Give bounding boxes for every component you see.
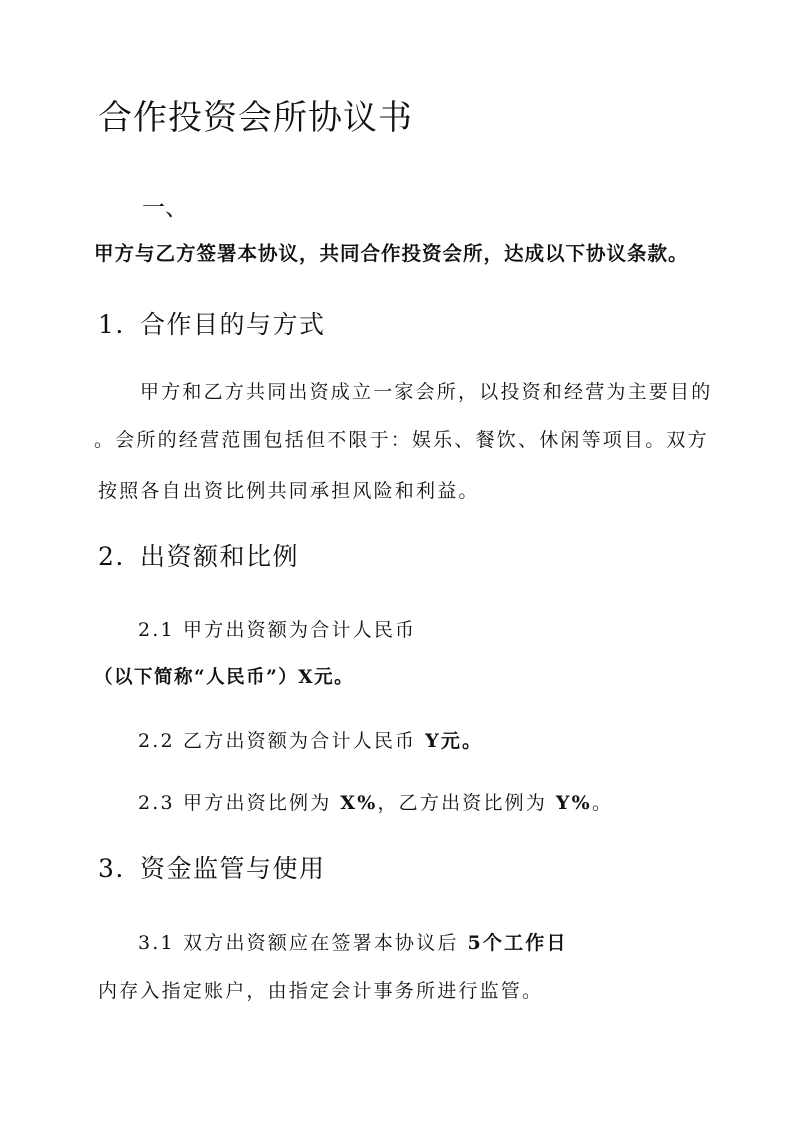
section-heading-2: [98, 544, 299, 569]
intro-paragraph: 甲方与乙方签署本协议，共同合作投资会所，达成以下协议条款。: [94, 242, 689, 265]
section-number: 1.: [98, 310, 125, 339]
section-1-line-2: 。会所的经营范围包括但不限于：娱乐、餐饮、休闲等项目。双方: [94, 429, 709, 451]
section-heading-text: 资金监管与使用: [140, 854, 326, 883]
section-marker: 一、: [142, 195, 188, 221]
clause-text: 2.3 甲方出资比例为: [138, 792, 332, 814]
clause-amount: Y元。: [416, 730, 484, 752]
clause-text: 3.1 双方出资额应在签署本协议后: [138, 932, 459, 954]
ratio-b: Y%: [547, 792, 592, 814]
document-title: 合作投资会所协议书: [98, 98, 413, 138]
section-heading-3: [98, 856, 326, 881]
section-number: 2.: [98, 542, 125, 571]
clause-2-1-line-1: 2.1 甲方出资额为合计人民币: [138, 619, 417, 641]
section-heading-text: 出资额和比例: [140, 542, 300, 571]
section-1-line-1: 甲方和乙方共同出资成立一家会所，以投资和经营为主要目的: [140, 381, 713, 403]
section-number: 3.: [98, 854, 125, 883]
clause-text: 2.2 乙方出资额为合计人民币: [138, 730, 417, 752]
section-heading-1: [98, 312, 326, 337]
clause-3-1-line-2: 内存入指定账户，由指定会计事务所进行监管。: [98, 980, 544, 1002]
clause-2-3: [138, 794, 613, 813]
clause-2-1-line-2: （以下简称“人民币”）X元。: [94, 667, 355, 688]
clause-2-2: [138, 732, 483, 751]
clause-text-middle: ，乙方出资比例为: [377, 792, 548, 814]
deadline-days: 5个工作日: [458, 932, 568, 954]
clause-3-1-line-1: [138, 934, 568, 953]
section-1-line-3: 按照各自出资比例共同承担风险和利益。: [98, 480, 480, 502]
clause-text-end: 。: [591, 792, 614, 814]
ratio-a: X%: [331, 792, 378, 814]
section-heading-text: 合作目的与方式: [140, 310, 326, 339]
